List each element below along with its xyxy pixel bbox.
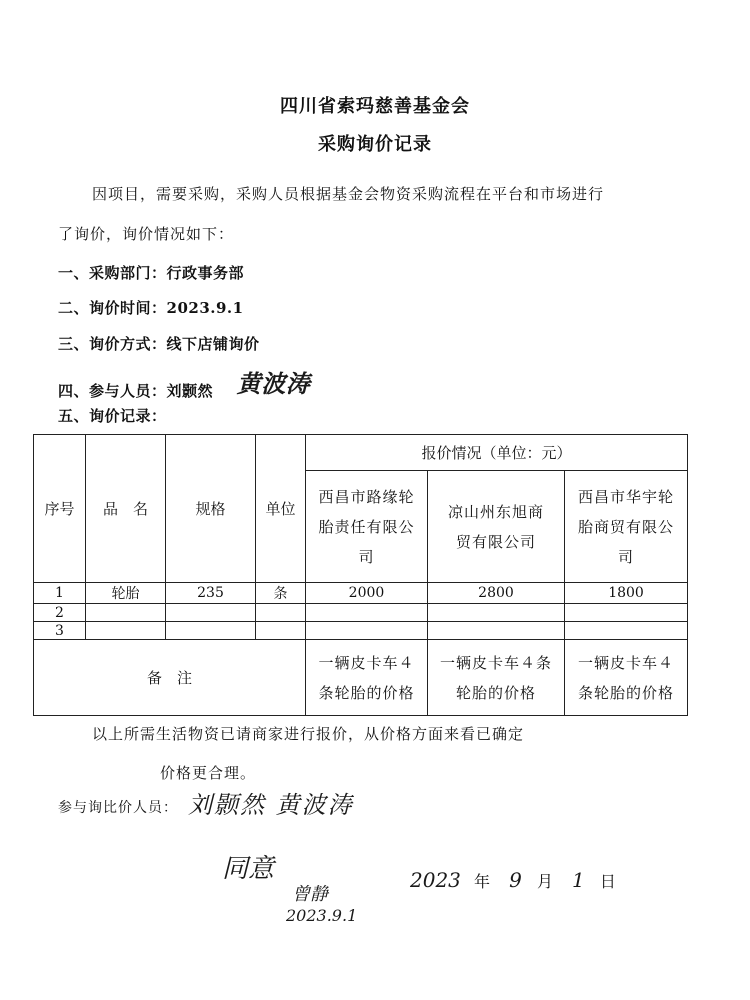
conclusion-line-1: 以上所需生活物资已请商家进行报价，从价格方面来看已确定: [92, 725, 525, 743]
date-day: 1: [572, 868, 585, 892]
vendor-line: 西昌市华宇轮: [578, 487, 675, 506]
item-label: 一、采购部门：: [58, 264, 167, 282]
cell-spec: 235: [166, 583, 256, 604]
cell-unit: 条: [256, 583, 306, 604]
table-row: [34, 604, 688, 622]
item-time: [58, 297, 244, 318]
approver-handwritten: 曾静: [292, 884, 328, 905]
item-label: 三、询价方式：: [58, 335, 167, 353]
cell-seq: 3: [34, 622, 86, 640]
participants-label: 参与询比价人员：: [58, 800, 178, 816]
cell-spec: [166, 622, 256, 640]
date-month-unit: 月: [536, 872, 553, 891]
remark-line: 一辆皮卡车４条: [439, 653, 552, 672]
item-records: [58, 405, 167, 426]
vendor-line: 胎责任有限公: [318, 517, 415, 536]
handwritten-signature: 黄波涛: [236, 369, 311, 398]
header-spec: 规格: [166, 435, 256, 583]
item-value: 行政事务部: [166, 264, 245, 282]
participants-handwritten-signatures: 刘颢然 黄波涛: [188, 791, 354, 819]
document-title: 采购询价记录: [318, 134, 432, 155]
conclusion-line-2: 价格更合理。: [160, 764, 257, 782]
remark-2: [428, 640, 565, 716]
remark-3: [565, 640, 688, 716]
date-day-unit: 日: [599, 872, 616, 891]
vendor-line: 司: [618, 547, 635, 566]
item-label: 五、询价记录：: [58, 407, 167, 425]
header-seq: 序号: [34, 435, 86, 583]
vendor-3: [565, 471, 688, 583]
cell-name: [86, 604, 166, 622]
vendor-line: 司: [358, 547, 375, 566]
date-year: 2023: [410, 868, 461, 892]
vendor-line: 西昌市路缘轮: [318, 487, 415, 506]
cell-unit: [256, 622, 306, 640]
vendor-line: 贸有限公司: [455, 532, 536, 551]
item-participants: [58, 368, 311, 403]
cell-unit: [256, 604, 306, 622]
cell-quote-1: [306, 604, 428, 622]
table-row: [34, 583, 688, 604]
document-date: [410, 868, 616, 892]
approval-handwritten: 同意: [222, 854, 275, 884]
cell-quote-2: 2800: [428, 583, 565, 604]
remark-row: [34, 640, 688, 716]
remark-1: [306, 640, 428, 716]
organization-title: 四川省索玛慈善基金会: [280, 96, 470, 117]
cell-seq: 1: [34, 583, 86, 604]
cell-quote-3: 1800: [565, 583, 688, 604]
date-year-unit: 年: [474, 872, 491, 891]
item-department: [58, 262, 244, 283]
item-value: 线下店铺询价: [166, 335, 260, 353]
header-quote: 报价情况（单位：元）: [306, 435, 688, 471]
cell-seq: 2: [34, 604, 86, 622]
vendor-1: [306, 471, 428, 583]
inquiry-record-table: [33, 434, 688, 716]
remark-line: 一辆皮卡车４: [318, 653, 415, 672]
header-name: 品 名: [86, 435, 166, 583]
item-value: 刘颢然: [166, 382, 214, 400]
cell-name: 轮胎: [86, 583, 166, 604]
remark-line: 轮胎的价格: [455, 683, 536, 702]
cell-quote-3: [565, 604, 688, 622]
approval-date-handwritten: 2023.9.1: [286, 906, 358, 925]
header-unit: 单位: [256, 435, 306, 583]
item-method: [58, 333, 260, 354]
cell-quote-1: [306, 622, 428, 640]
remark-label: 备 注: [34, 640, 306, 716]
item-label: 二、询价时间：: [58, 299, 167, 317]
remark-line: 条轮胎的价格: [318, 683, 415, 702]
remark-line: 条轮胎的价格: [578, 683, 675, 702]
vendor-line: 胎商贸有限公: [578, 517, 675, 536]
item-label: 四、参与人员：: [58, 382, 167, 400]
intro-line-1: 因项目，需要采购，采购人员根据基金会物资采购流程在平台和市场进行: [92, 185, 605, 203]
table-header-row: [34, 435, 688, 471]
intro-line-2: 了询价，询价情况如下：: [58, 225, 235, 243]
vendor-2: [428, 471, 565, 583]
cell-quote-1: 2000: [306, 583, 428, 604]
date-month: 9: [509, 868, 522, 892]
cell-quote-2: [428, 604, 565, 622]
cell-quote-3: [565, 622, 688, 640]
cell-spec: [166, 604, 256, 622]
cell-quote-2: [428, 622, 565, 640]
table-row: [34, 622, 688, 640]
item-value: 2023.9.1: [166, 299, 244, 317]
vendor-line: 凉山州东旭商: [447, 502, 544, 521]
cell-name: [86, 622, 166, 640]
remark-line: 一辆皮卡车４: [578, 653, 675, 672]
